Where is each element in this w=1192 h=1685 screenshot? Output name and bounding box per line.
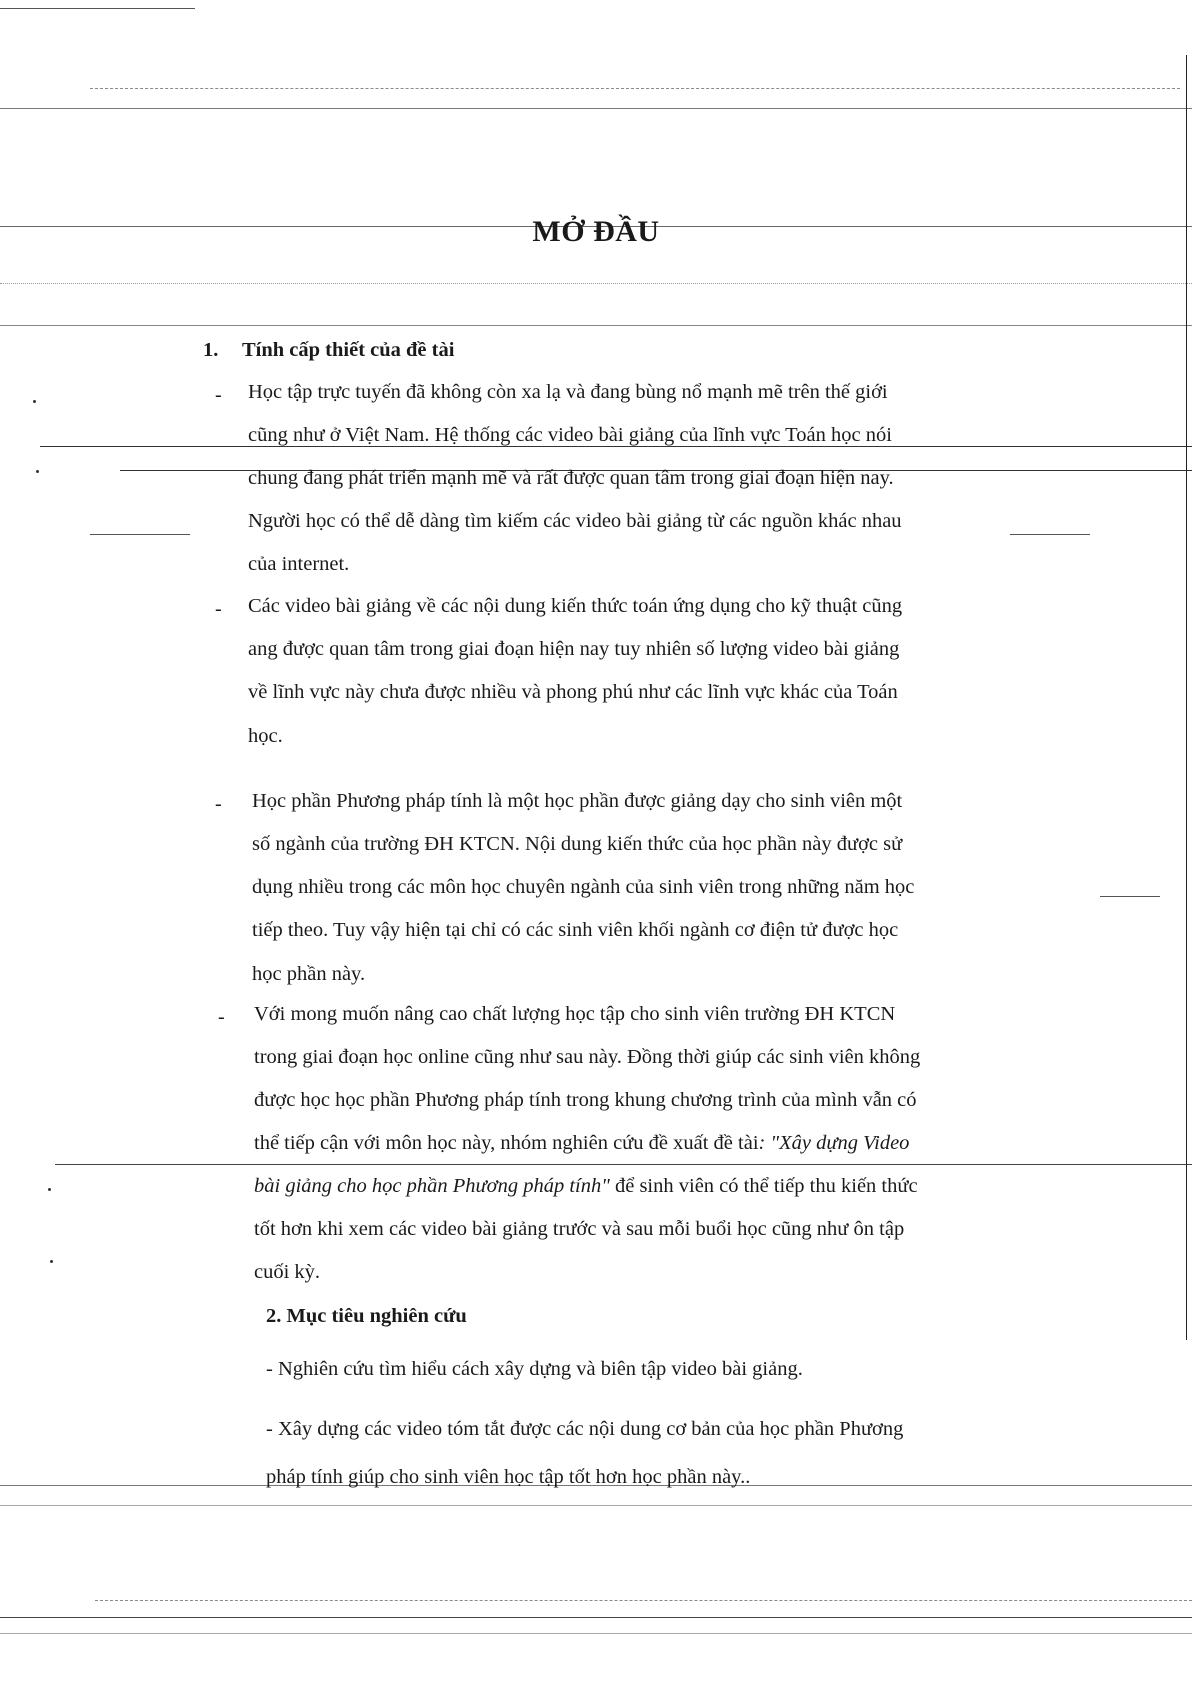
paragraph-line: của internet. xyxy=(248,553,350,575)
section-heading: Tính cấp thiết của đề tài xyxy=(242,339,455,361)
paragraph-line: chung đang phát triển mạnh mẽ và rất được quan tâm trong giai đoạn hiện nay. xyxy=(248,467,894,489)
paragraph-line: tốt hơn khi xem các video bài giảng trước và sau mỗi buổi học cũng như ôn tập xyxy=(254,1218,905,1240)
scan-rule xyxy=(0,325,1192,326)
paragraph-line: cũng như ở Việt Nam. Hệ thống các video bài giảng của lĩnh vực Toán học nói xyxy=(248,424,892,446)
bullet-dash: - xyxy=(215,793,222,815)
scan-rule xyxy=(0,8,195,9)
list-item: - Xây dựng các video tóm tắt được các nội dung cơ bản của học phần Phương xyxy=(266,1418,904,1440)
paragraph-text: để sinh viên có thể tiếp thu kiến thức xyxy=(609,1175,918,1197)
scan-speck xyxy=(50,1260,53,1263)
page-title: MỞ ĐẦU xyxy=(532,215,660,248)
paragraph-line: học. xyxy=(248,725,283,747)
bullet-dash: - xyxy=(218,1006,225,1028)
scan-rule xyxy=(0,1633,1192,1634)
scan-rule xyxy=(0,283,1192,284)
scan-rule xyxy=(95,1600,1192,1601)
paragraph-line: Học tập trực tuyến đã không còn xa lạ và đang bùng nổ mạnh mẽ trên thế giới xyxy=(248,381,888,403)
scan-rule xyxy=(55,1164,1192,1165)
scan-rule xyxy=(0,108,1192,109)
paragraph-line: cuối kỳ. xyxy=(254,1261,321,1283)
list-item: - Nghiên cứu tìm hiểu cách xây dựng và biên tập video bài giảng. xyxy=(266,1358,803,1380)
scan-rule xyxy=(1010,534,1090,535)
paragraph-line: dụng nhiều trong các môn học chuyên ngành của sinh viên trong những năm học xyxy=(252,876,915,898)
paragraph-line: Học phần Phương pháp tính là một học phần được giảng dạy cho sinh viên một xyxy=(252,790,903,812)
paragraph-line: ang được quan tâm trong giai đoạn hiện nay tuy nhiên số lượng video bài giảng xyxy=(248,638,900,660)
scan-rule xyxy=(90,88,1180,89)
paragraph-text: thể tiếp cận với môn học này, nhóm nghiên cứu đề xuất đề tài xyxy=(254,1132,759,1154)
paragraph-line: Với mong muốn nâng cao chất lượng học tập cho sinh viên trường ĐH KTCN xyxy=(254,1003,896,1025)
paragraph-line: về lĩnh vực này chưa được nhiều và phong phú như các lĩnh vực khác của Toán xyxy=(248,681,898,703)
section-number: 1. xyxy=(203,339,219,361)
scan-speck xyxy=(48,1188,51,1191)
paragraph-line: Người học có thể dễ dàng tìm kiếm các video bài giảng từ các nguồn khác nhau xyxy=(248,510,902,532)
bullet-dash: - xyxy=(215,598,222,620)
project-title-italic: : "Xây dựng Video xyxy=(758,1132,910,1154)
project-title-italic: bài giảng cho học phần Phương pháp tính" xyxy=(254,1175,610,1197)
scan-rule xyxy=(0,1617,1192,1618)
paragraph-line: Các video bài giảng về các nội dung kiến thức toán ứng dụng cho kỹ thuật cũng xyxy=(248,595,903,617)
list-item: pháp tính giúp cho sinh viên học tập tốt hơn học phần này.. xyxy=(266,1466,751,1488)
section-heading: 2. Mục tiêu nghiên cứu xyxy=(266,1305,467,1327)
scan-speck xyxy=(36,470,39,473)
paragraph-line: tiếp theo. Tuy vậy hiện tại chỉ có các sinh viên khối ngành cơ điện tử được học xyxy=(252,919,899,941)
paragraph-line: số ngành của trường ĐH KTCN. Nội dung kiến thức của học phần này được sử xyxy=(252,833,903,855)
scan-rule xyxy=(90,534,190,535)
paragraph-line: được học học phần Phương pháp tính trong khung chương trình của mình vẫn có xyxy=(254,1089,917,1111)
paragraph-line: trong giai đoạn học online cũng như sau này. Đồng thời giúp các sinh viên không xyxy=(254,1046,921,1068)
bullet-dash: - xyxy=(215,384,222,406)
paragraph-line xyxy=(254,1174,918,1198)
paragraph-line xyxy=(254,1131,909,1155)
paragraph-line: học phần này. xyxy=(252,963,366,985)
scan-speck xyxy=(33,400,36,403)
scan-rule xyxy=(0,1505,1192,1506)
scan-rule xyxy=(1100,896,1160,897)
